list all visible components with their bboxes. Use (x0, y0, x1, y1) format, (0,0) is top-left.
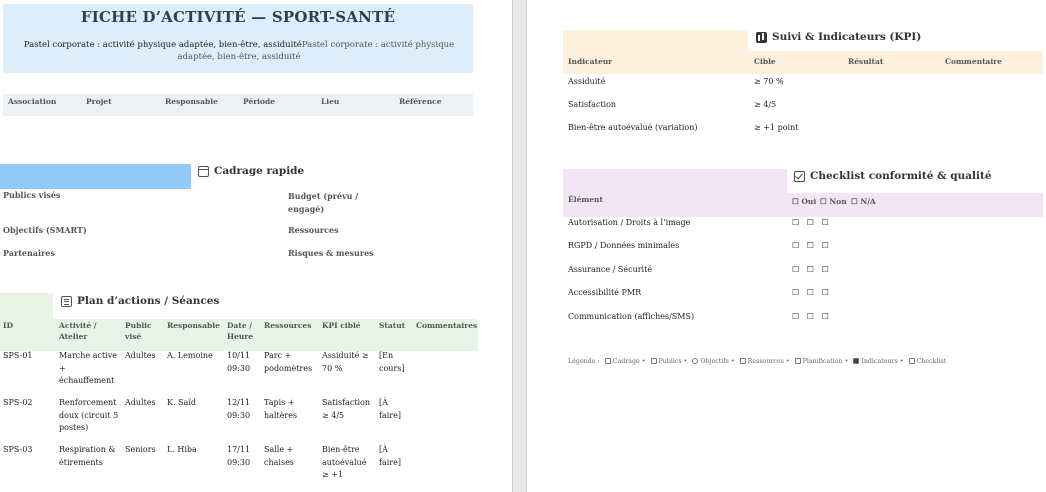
legend-item: Planification (802, 358, 843, 365)
table-row-responsable: K. Saïd (167, 398, 196, 407)
plan-th-responsable: Responsable (167, 321, 220, 330)
cadrage-budget: Budget (prévu / engagé) (288, 191, 359, 214)
table-row-id: SPS-03 (3, 445, 33, 454)
plan-th-activite: Activité / Atelier (59, 321, 97, 341)
chart-icon (853, 358, 859, 364)
table-row-date: 17/11 09:30 (227, 445, 251, 467)
kpi-th-indicateur: Indicateur (568, 57, 613, 66)
table-row-statut: [À faire] (379, 445, 401, 467)
table-row-kpi: Satisfaction ≥ 4/5 (322, 398, 371, 420)
checkbox-icon (909, 358, 915, 364)
cadrage-publics: Publics visés (3, 190, 61, 200)
plan-color-bar (0, 293, 53, 319)
legend-separator: • (683, 358, 688, 365)
list-icon (61, 296, 72, 307)
document-subtitle (9, 39, 469, 63)
subtitle-ghost: Pastel corporate : activité physique adaptée, bien-être, assiduité (177, 40, 455, 62)
table-row-date: 10/11 09:30 (227, 351, 251, 373)
checklist-item: Assurance / Sécurité (568, 265, 653, 274)
plan-th-ressources: Ressources (264, 321, 312, 330)
table-row-public: Adultes (125, 398, 156, 407)
kpi-heading (756, 31, 921, 43)
people-icon (651, 358, 657, 364)
toolbox-icon (740, 358, 746, 364)
checklist-item: Communication (affiches/SMS) (568, 312, 695, 321)
kpi-title: Suivi & Indicateurs (KPI) (772, 31, 922, 43)
legend-item: Indicateurs (861, 358, 898, 365)
calendar-icon (605, 358, 611, 364)
cadrage-partenaires: Partenaires (3, 248, 55, 258)
kpi-row-cible: ≥ 4/5 (754, 100, 777, 109)
cadrage-ressources: Ressources (288, 225, 339, 235)
checklist-boxes[interactable]: ☐ ☐ ☐ (792, 265, 829, 274)
calendar-icon (198, 166, 209, 177)
legend-separator: • (785, 358, 790, 365)
legend-separator: • (641, 358, 646, 365)
meta-lieu: Lieu (321, 97, 340, 106)
table-row-ressources: Salle + chaises (264, 445, 294, 467)
plan-th-kpi: KPI ciblé (322, 321, 361, 330)
legend-separator: • (844, 358, 849, 365)
list-icon (795, 358, 801, 364)
kpi-th-resultat: Résultat (848, 57, 884, 66)
table-row-activite: Renforcement doux (circuit 5 postes) (59, 398, 119, 432)
checklist-boxes[interactable]: ☐ ☐ ☐ (792, 312, 829, 321)
checklist-th-oui: ☐ Oui (792, 197, 817, 206)
plan-th-date: Date / Heure (227, 321, 254, 341)
subtitle-strong: Pastel corporate : activité physique adaptée, bien-être, assiduité (23, 40, 302, 50)
meta-projet: Projet (86, 97, 112, 106)
title-band (3, 4, 473, 73)
table-row-id: SPS-02 (3, 398, 33, 407)
plan-th-statut: Statut (379, 321, 406, 330)
checklist-heading (794, 170, 992, 182)
target-icon (692, 358, 698, 364)
plan-th-public: Public visé (125, 321, 152, 341)
legend-separator: • (899, 358, 904, 365)
meta-periode: Période (243, 97, 276, 106)
checklist-item: RGPD / Données minimales (568, 241, 680, 250)
page-left (0, 0, 512, 492)
document-title: FICHE D’ACTIVITÉ — SPORT-SANTÉ (80, 8, 396, 26)
table-row-responsable: L. Hiba (167, 445, 197, 454)
checkbox-icon (794, 171, 805, 182)
page-gutter (512, 0, 527, 492)
table-row-id: SPS-01 (3, 351, 33, 360)
checklist-boxes[interactable]: ☐ ☐ ☐ (792, 218, 829, 227)
legend-prefix: Légende : (568, 358, 600, 365)
table-row-ressources: Parc + podomètres (264, 351, 313, 373)
legend-item: Cadrage (612, 358, 640, 365)
legend-item: Ressources (747, 358, 784, 365)
checklist-th-non: ☐ Non (820, 197, 847, 206)
table-row-activite: Marche active + échauffement (59, 351, 117, 385)
checklist-boxes[interactable]: ☐ ☐ ☐ (792, 241, 829, 250)
legend-item: Objectifs (700, 358, 729, 365)
cadrage-risques: Risques & mesures (288, 248, 374, 258)
kpi-row-cible: ≥ +1 point (754, 123, 799, 132)
plan-th-commentaires: Commentaires (416, 321, 478, 330)
plan-heading (61, 295, 219, 307)
cadrage-title: Cadrage rapide (214, 165, 305, 177)
kpi-row-indicateur: Bien-être autoévalué (variation) (568, 123, 698, 132)
table-row-public: Adultes (125, 351, 156, 360)
table-row-statut: [À faire] (379, 398, 401, 420)
legend (568, 358, 946, 365)
kpi-row-indicateur: Assiduité (568, 77, 606, 86)
cadrage-heading (198, 165, 304, 177)
table-row-statut: [En cours] (379, 351, 405, 373)
page-right (527, 0, 1046, 492)
checklist-th-na: ☐ N/A (851, 197, 876, 206)
table-row-responsable: A. Lemoine (167, 351, 213, 360)
table-row-ressources: Tapis + haltères (264, 398, 298, 420)
legend-item: Checklist (916, 358, 947, 365)
cadrage-objectifs: Objectifs (SMART) (3, 225, 87, 235)
checklist-th-element: Élément (568, 195, 603, 204)
legend-item: Publics (658, 358, 682, 365)
plan-title: Plan d’actions / Séances (77, 295, 220, 307)
kpi-row-indicateur: Satisfaction (568, 100, 617, 109)
meta-association: Association (8, 97, 57, 106)
table-row-kpi: Bien-être autoévalué ≥ +1 (322, 445, 367, 479)
plan-th-id: ID (3, 321, 14, 330)
checklist-item: Autorisation / Droits à l’image (568, 218, 691, 227)
checklist-boxes[interactable]: ☐ ☐ ☐ (792, 288, 829, 297)
checklist-title: Checklist conformité & qualité (810, 170, 992, 182)
cadrage-color-bar (0, 164, 191, 189)
table-row-activite: Respiration & étirements (59, 445, 116, 467)
legend-separator: • (730, 358, 735, 365)
meta-reference: Référence (399, 97, 442, 106)
kpi-th-cible: Cible (754, 57, 776, 66)
table-row-public: Seniors (125, 445, 156, 454)
table-row-kpi: Assiduité ≥ 70 % (322, 351, 369, 373)
meta-responsable: Responsable (165, 97, 218, 106)
kpi-row-cible: ≥ 70 % (754, 77, 784, 86)
meta-fields-band (3, 94, 473, 116)
table-row-date: 12/11 09:30 (227, 398, 251, 420)
kpi-th-commentaire: Commentaire (945, 57, 1002, 66)
chart-icon (756, 32, 767, 43)
checklist-item: Accessibilité PMR (568, 288, 642, 297)
